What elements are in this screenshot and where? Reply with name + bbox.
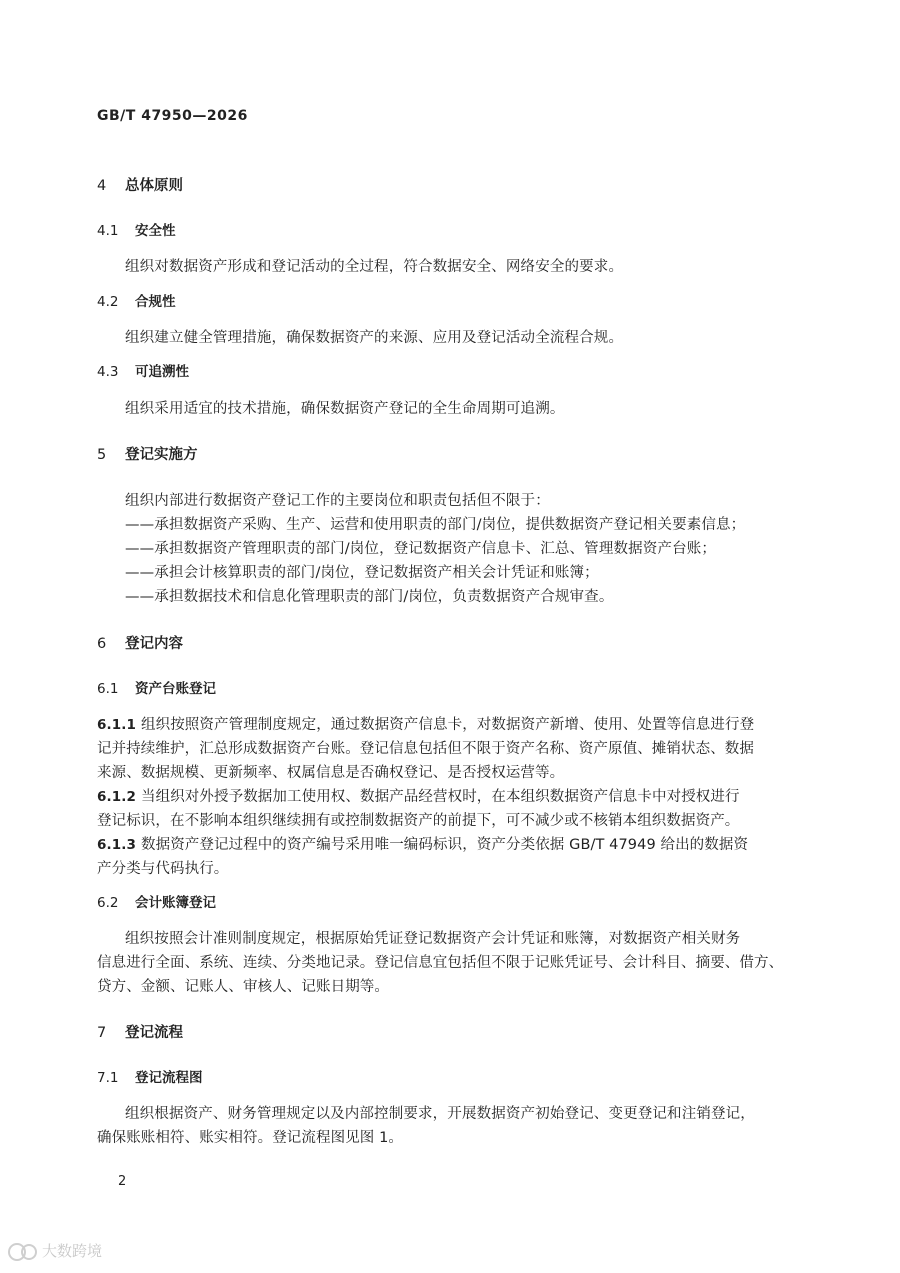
section-7-1-text: 组织根据资产、财务管理规定以及内部控制要求，开展数据资产初始登记、变更登记和注销登记， [125, 1106, 755, 1122]
section-6-2-title: 会计账簿登记 [135, 895, 216, 911]
section-5-item: ——承担数据资产采购、生产、运营和使用职责的部门/岗位，提供数据资产登记相关要素信息； [125, 517, 746, 533]
section-5-intro: 组织内部进行数据资产登记工作的主要岗位和职责包括但不限于： [125, 493, 550, 509]
section-4-2-text: 组织建立健全管理措施，确保数据资产的来源、应用及登记活动全流程合规。 [125, 330, 624, 346]
section-4-3-heading [97, 360, 189, 380]
section-4-1-text: 组织对数据资产形成和登记活动的全过程，符合数据安全、网络安全的要求。 [125, 259, 624, 275]
section-4-3-title: 可追溯性 [135, 364, 189, 380]
clause-6-1-1-line [97, 713, 754, 734]
section-6-2-text: 信息进行全面、系统、连续、分类地记录。登记信息宜包括但不限于记账凭证号、会计科目、摘要、借方、 [97, 955, 784, 971]
section-4-2-heading [97, 290, 176, 310]
clause-6-1-2-text: 登记标识，在不影响本组织继续拥有或控制数据资产的前提下，可不减少或不核销本组织数据资产。 [97, 813, 740, 829]
section-4-title: 总体原则 [125, 178, 183, 194]
clause-6-1-2-text: 当组织对外授予数据加工使用权、数据产品经营权时，在本组织数据资产信息卡中对授权进行 [141, 789, 740, 805]
section-4-1-title: 安全性 [135, 223, 176, 239]
watermark [8, 1240, 102, 1261]
watermark-text: 大数跨境 [42, 1242, 103, 1260]
section-7-1-number: 7.1 [97, 1070, 119, 1086]
section-7-1-heading [97, 1066, 203, 1086]
clause-6-1-1-number: 6.1.1 [97, 717, 136, 733]
section-5-item: ——承担数据技术和信息化管理职责的部门/岗位，负责数据资产合规审查。 [125, 589, 614, 605]
clause-6-1-2-line [97, 785, 740, 806]
section-4-2-number: 4.2 [97, 294, 119, 310]
section-6-2-number: 6.2 [97, 895, 119, 911]
section-6-2-text: 组织按照会计准则制度规定，根据原始凭证登记数据资产会计凭证和账簿，对数据资产相关财务 [125, 931, 741, 947]
clause-6-1-3-number: 6.1.3 [97, 837, 136, 853]
section-4-3-text: 组织采用适宜的技术措施，确保数据资产登记的全生命周期可追溯。 [125, 401, 565, 417]
page-number: 2 [118, 1174, 127, 1189]
clause-6-1-3-line [97, 833, 748, 854]
section-6-2-heading [97, 891, 216, 911]
clause-6-1-2-number: 6.1.2 [97, 789, 136, 805]
section-6-number: 6 [97, 636, 107, 652]
clause-6-1-1-text: 记并持续维护，汇总形成数据资产台账。登记信息包括但不限于资产名称、资产原值、摊销状态、数据 [97, 741, 754, 757]
clause-6-1-3-text: 数据资产登记过程中的资产编号采用唯一编码标识，资产分类依据 GB/T 47949 给出的数据资 [141, 837, 749, 853]
section-7-1-title: 登记流程图 [135, 1070, 203, 1086]
clause-6-1-3-text: 产分类与代码执行。 [97, 861, 229, 877]
section-5-item: ——承担数据资产管理职责的部门/岗位，登记数据资产信息卡、汇总、管理数据资产台账； [125, 541, 717, 557]
section-4-3-number: 4.3 [97, 364, 119, 380]
section-7-title: 登记流程 [125, 1025, 183, 1041]
section-4-number: 4 [97, 178, 107, 194]
section-6-1-number: 6.1 [97, 681, 119, 697]
section-5-item: ——承担会计核算职责的部门/岗位，登记数据资产相关会计凭证和账簿； [125, 565, 599, 581]
section-6-heading [97, 632, 183, 653]
section-4-2-title: 合规性 [135, 294, 176, 310]
section-7-number: 7 [97, 1025, 107, 1041]
section-4-1-heading [97, 219, 176, 239]
section-5-title: 登记实施方 [125, 447, 198, 463]
section-6-1-title: 资产台账登记 [135, 681, 216, 697]
clause-6-1-1-text: 来源、数据规模、更新频率、权属信息是否确权登记、是否授权运营等。 [97, 765, 565, 781]
section-6-title: 登记内容 [125, 636, 183, 652]
section-4-1-number: 4.1 [97, 223, 119, 239]
standard-code: GB/T 47950—2026 [97, 108, 248, 124]
section-6-2-text: 贷方、金额、记账人、审核人、记账日期等。 [97, 979, 389, 995]
section-6-1-heading [97, 677, 216, 697]
clause-6-1-1-text: 组织按照资产管理制度规定，通过数据资产信息卡，对数据资产新增、使用、处置等信息进行登 [141, 717, 755, 733]
section-4-heading [97, 174, 183, 195]
section-7-heading [97, 1021, 183, 1042]
section-5-heading [97, 443, 198, 464]
section-5-number: 5 [97, 447, 107, 463]
section-7-1-text: 确保账账相符、账实相符。登记流程图见图 1。 [97, 1130, 404, 1146]
watermark-logo-icon [8, 1241, 38, 1261]
